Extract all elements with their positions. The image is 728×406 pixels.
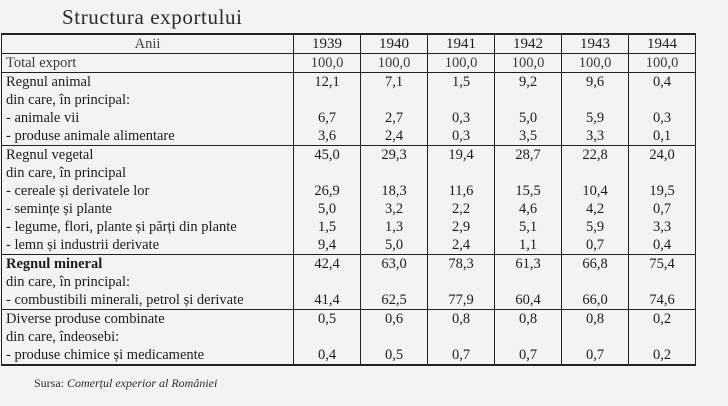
cell-value: 9,2	[495, 73, 562, 92]
cell-value: 29,3	[361, 146, 428, 165]
cell-value: 66,0	[562, 291, 629, 310]
cell-value: 2,4	[428, 236, 495, 255]
cell-value: 0,7	[495, 346, 562, 365]
source-note	[34, 376, 217, 391]
cell-value: 0,8	[495, 310, 562, 329]
table-row	[2, 236, 696, 255]
cell-value: 9,4	[294, 236, 361, 255]
cell-value: 4,6	[495, 200, 562, 218]
source-text: Comerțul experior al României	[67, 376, 218, 390]
group-row-mineral	[2, 255, 696, 274]
row-label: - produse chimice și medicamente	[2, 346, 294, 365]
cell-value: 66,8	[562, 255, 629, 274]
cell-value: 3,6	[294, 127, 361, 146]
row-label: - produse animale alimentare	[2, 127, 294, 146]
cell-value: 0,3	[428, 109, 495, 127]
cell-value: 100,0	[629, 54, 696, 73]
table-row	[2, 109, 696, 127]
cell-value: 3,5	[495, 127, 562, 146]
page-title: Structura exportului	[62, 5, 243, 29]
cell-value: 100,0	[495, 54, 562, 73]
cell-value: 100,0	[294, 54, 361, 73]
cell-value: 0,7	[629, 200, 696, 218]
cell-value: 78,3	[428, 255, 495, 274]
cell-value: 5,0	[361, 236, 428, 255]
header-year: 1940	[361, 34, 428, 54]
row-label: - lemn și industrii derivate	[2, 236, 294, 255]
cell-value: 0,5	[361, 346, 428, 365]
cell-value: 0,7	[562, 346, 629, 365]
cell-value: 10,4	[562, 182, 629, 200]
header-year: 1939	[294, 34, 361, 54]
subheading-label: din care, îndeosebi:	[2, 328, 294, 346]
cell-value: 0,8	[428, 310, 495, 329]
cell-value: 42,4	[294, 255, 361, 274]
table-row	[2, 127, 696, 146]
cell-value: 7,1	[361, 73, 428, 92]
cell-value: 62,5	[361, 291, 428, 310]
cell-value: 1,5	[294, 218, 361, 236]
cell-value: 4,2	[562, 200, 629, 218]
row-label: - animale vii	[2, 109, 294, 127]
cell-value: 0,4	[629, 73, 696, 92]
cell-value: 100,0	[361, 54, 428, 73]
header-years-label: Anii	[2, 34, 294, 54]
cell-value: 0,4	[629, 236, 696, 255]
cell-value: 100,0	[562, 54, 629, 73]
cell-value: 2,2	[428, 200, 495, 218]
row-label: - cereale și derivatele lor	[2, 182, 294, 200]
cell-value: 2,9	[428, 218, 495, 236]
cell-value: 6,7	[294, 109, 361, 127]
cell-value: 28,7	[495, 146, 562, 165]
cell-value: 0,1	[629, 127, 696, 146]
cell-value: 5,1	[495, 218, 562, 236]
cell-value: 100,0	[428, 54, 495, 73]
cell-value: 22,8	[562, 146, 629, 165]
cell-value: 0,4	[294, 346, 361, 365]
cell-value: 2,4	[361, 127, 428, 146]
table-row	[2, 182, 696, 200]
cell-value: 61,3	[495, 255, 562, 274]
cell-value: 0,5	[294, 310, 361, 329]
cell-value: 15,5	[495, 182, 562, 200]
row-label: - semințe și plante	[2, 200, 294, 218]
subheading-label: din care, în principal	[2, 164, 294, 182]
total-export-row	[2, 54, 696, 73]
cell-value: 77,9	[428, 291, 495, 310]
subheading-label: din care, în principal:	[2, 91, 294, 109]
row-label: - legume, flori, plante și părți din plante	[2, 218, 294, 236]
header-year: 1942	[495, 34, 562, 54]
export-structure-table	[1, 33, 696, 366]
group-row-diverse	[2, 310, 696, 329]
cell-value: 1,3	[361, 218, 428, 236]
group-label: Regnul animal	[2, 73, 294, 92]
source-prefix: Sursa:	[34, 376, 64, 390]
cell-value: 5,9	[562, 218, 629, 236]
cell-value: 0,2	[629, 310, 696, 329]
table-row	[2, 200, 696, 218]
cell-value: 5,0	[294, 200, 361, 218]
group-label: Regnul vegetal	[2, 146, 294, 165]
group-label: Diverse produse combinate	[2, 310, 294, 329]
cell-value: 0,3	[629, 109, 696, 127]
cell-value: 9,6	[562, 73, 629, 92]
cell-value: 63,0	[361, 255, 428, 274]
group-label: Regnul mineral	[2, 255, 294, 274]
cell-value: 3,3	[629, 218, 696, 236]
cell-value: 3,2	[361, 200, 428, 218]
cell-value: 5,0	[495, 109, 562, 127]
table-header-row	[2, 34, 696, 54]
subheading-label: din care, în principal:	[2, 273, 294, 291]
cell-value: 19,5	[629, 182, 696, 200]
cell-value: 0,3	[428, 127, 495, 146]
subheading-row	[2, 328, 696, 346]
cell-value: 0,6	[361, 310, 428, 329]
table-row	[2, 346, 696, 365]
subheading-row	[2, 164, 696, 182]
cell-value: 74,6	[629, 291, 696, 310]
cell-value: 3,3	[562, 127, 629, 146]
cell-value: 11,6	[428, 182, 495, 200]
subheading-row	[2, 273, 696, 291]
cell-value: 12,1	[294, 73, 361, 92]
cell-value: 0,7	[428, 346, 495, 365]
cell-value: 1,1	[495, 236, 562, 255]
group-row-vegetal	[2, 146, 696, 165]
table-row	[2, 291, 696, 310]
row-label: - combustibili minerali, petrol și derivate	[2, 291, 294, 310]
cell-value: 5,9	[562, 109, 629, 127]
header-year: 1941	[428, 34, 495, 54]
table-row	[2, 218, 696, 236]
cell-value: 0,7	[562, 236, 629, 255]
cell-value: 75,4	[629, 255, 696, 274]
cell-value: 1,5	[428, 73, 495, 92]
cell-value: 60,4	[495, 291, 562, 310]
header-year: 1943	[562, 34, 629, 54]
cell-value: 26,9	[294, 182, 361, 200]
cell-value: 0,8	[562, 310, 629, 329]
cell-value: 2,7	[361, 109, 428, 127]
group-row-animal	[2, 73, 696, 92]
cell-value: 45,0	[294, 146, 361, 165]
row-label: Total export	[2, 54, 294, 73]
cell-value: 41,4	[294, 291, 361, 310]
subheading-row	[2, 91, 696, 109]
header-year: 1944	[629, 34, 696, 54]
cell-value: 19,4	[428, 146, 495, 165]
cell-value: 0,2	[629, 346, 696, 365]
cell-value: 24,0	[629, 146, 696, 165]
cell-value: 18,3	[361, 182, 428, 200]
